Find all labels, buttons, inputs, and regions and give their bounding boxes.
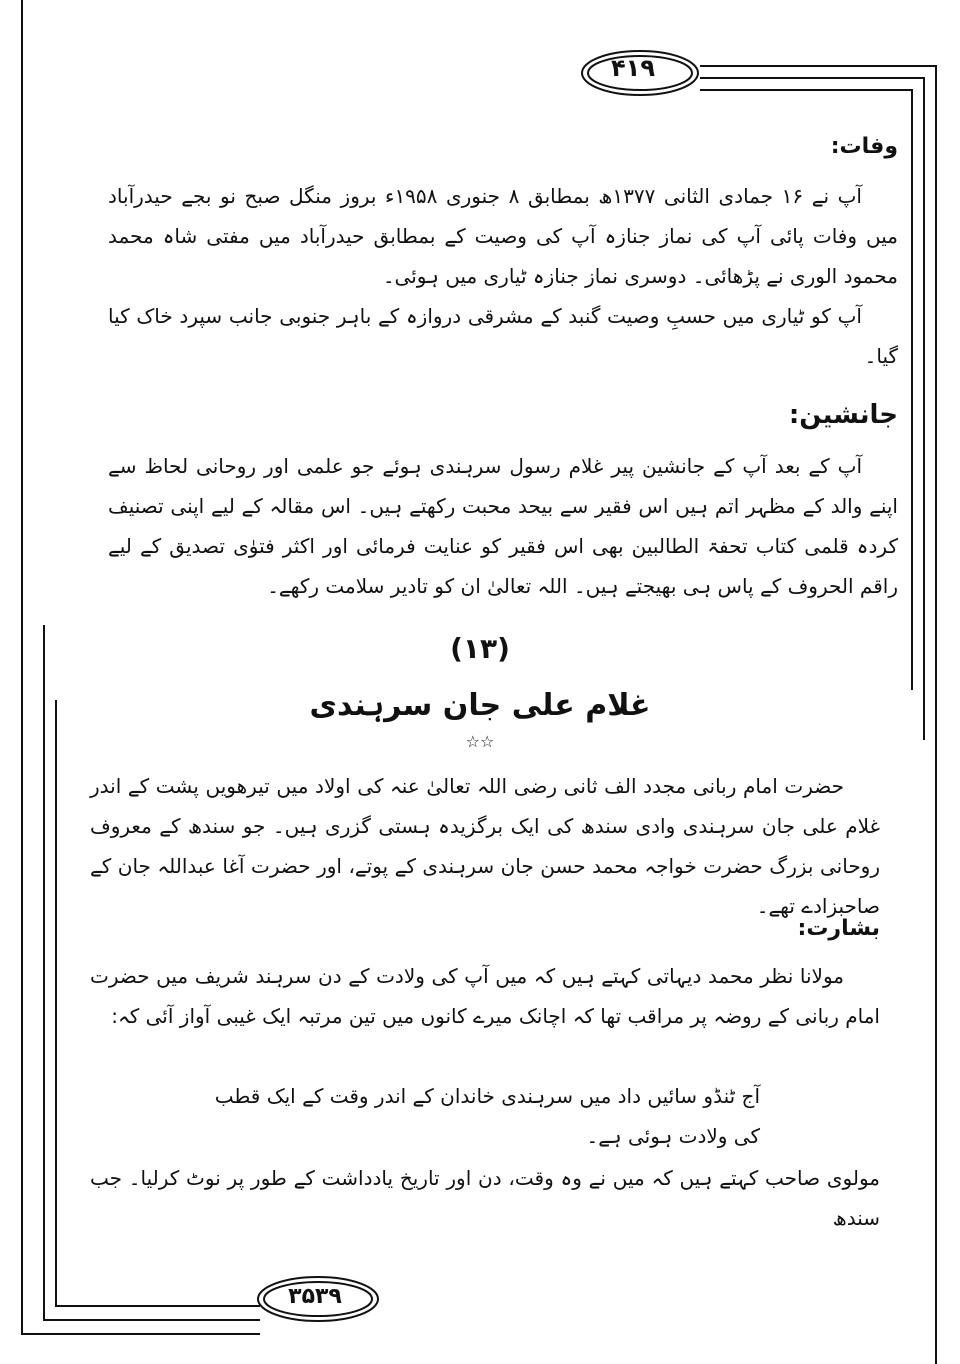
- basharat-paragraph-1: مولانا نظر محمد دیہاتی کہتے ہیں کہ میں آپ کی ولادت کے دن سرہند شریف میں حضرت امام ربانی کے روضہ پر مراقب تھا کہ اچانک میرے کانوں میں تین مرتبہ ایک غیبی آواز آئی کہ:: [90, 964, 880, 1028]
- heading-basharat: بشارت:: [797, 916, 880, 941]
- wafat-text: [108, 176, 898, 376]
- basharat-quote: [200, 1076, 760, 1156]
- janasheen-paragraph-1: آپ کے بعد آپ کے جانشین پیر غلام رسول سرہندی ہوئے جو علمی اور روحانی لحاظ سے اپنے والد کے مظہر اتم ہیں اس فقیر سے بیحد محبت رکھتے ہیں۔ اس مقالہ کے لیے اپنی تصنیف کردہ قلمی کتاب تحفۃ الطالبین بھی اس فقیر کو عنایت فرمائی اور اکثر فتوٰی تصدیق کے لیے راقم الحروف کے پاس ہی بھیجتے ہیں۔ اللہ تعالیٰ ان کو تادیر سلامت رکھے۔: [108, 454, 898, 598]
- decorative-stars: ☆☆: [465, 732, 495, 751]
- entry-text: [90, 766, 880, 926]
- wafat-paragraph-2: آپ کو ٹیاری میں حسبِ وصیت گنبد کے مشرقی دروازہ کے باہر جنوبی جانب سپرد خاک کیا گیا۔: [108, 304, 898, 368]
- quote-line-2: کی ولادت ہوئی ہے۔: [586, 1124, 760, 1148]
- basharat-closing: مولوی صاحب کہتے ہیں کہ میں نے وہ وقت، دن اور تاریخ یادداشت کے طور پر نوٹ کرلیا۔ جب سندھ: [90, 1166, 880, 1230]
- entry-paragraph-1: حضرت امام ربانی مجدد الف ثانی رضی اللہ تعالیٰ عنہ کی اولاد میں تیرھویں پشت کے اندر غلام علی جان سرہندی وادی سندھ کی ایک برگزیدہ ہستی گزری ہیں۔ جو سندھ کے معروف روحانی بزرگ حضرت خواجہ محمد حسن جان سرہندی کے پوتے، اور حضرت آغا عبداللہ جان کے صاحبزادے تھے۔: [90, 774, 880, 918]
- entry-number: (۱۳): [450, 632, 510, 665]
- page-number-bottom: ۳۵۳۹: [288, 1284, 342, 1309]
- heading-wafat: وفات:: [830, 134, 898, 159]
- quote-line-1: آج ٹنڈو سائیں داد میں سرہندی خاندان کے اندر وقت کے ایک قطب: [214, 1084, 760, 1108]
- entry-title: غلام علی جان سرہندی: [309, 688, 651, 723]
- basharat-text: [90, 956, 880, 1036]
- heading-janasheen: جانشین:: [788, 400, 898, 430]
- wafat-paragraph-1: آپ نے ۱۶ جمادی الثانی ۱۳۷۷ھ بمطابق ۸ جنوری ۱۹۵۸ء بروز منگل صبح نو بجے حیدرآباد میں وفات پائی آپ کی نماز جنازہ آپ کی وصیت کے بمطابق حیدرآباد میں مفتی شاہ محمد محمود الوری نے پڑھائی۔ دوسری نماز جنازہ ٹیاری میں ہوئی۔: [108, 184, 898, 288]
- janasheen-text: [108, 446, 898, 606]
- page-number-top: ۴۱۹: [611, 54, 655, 82]
